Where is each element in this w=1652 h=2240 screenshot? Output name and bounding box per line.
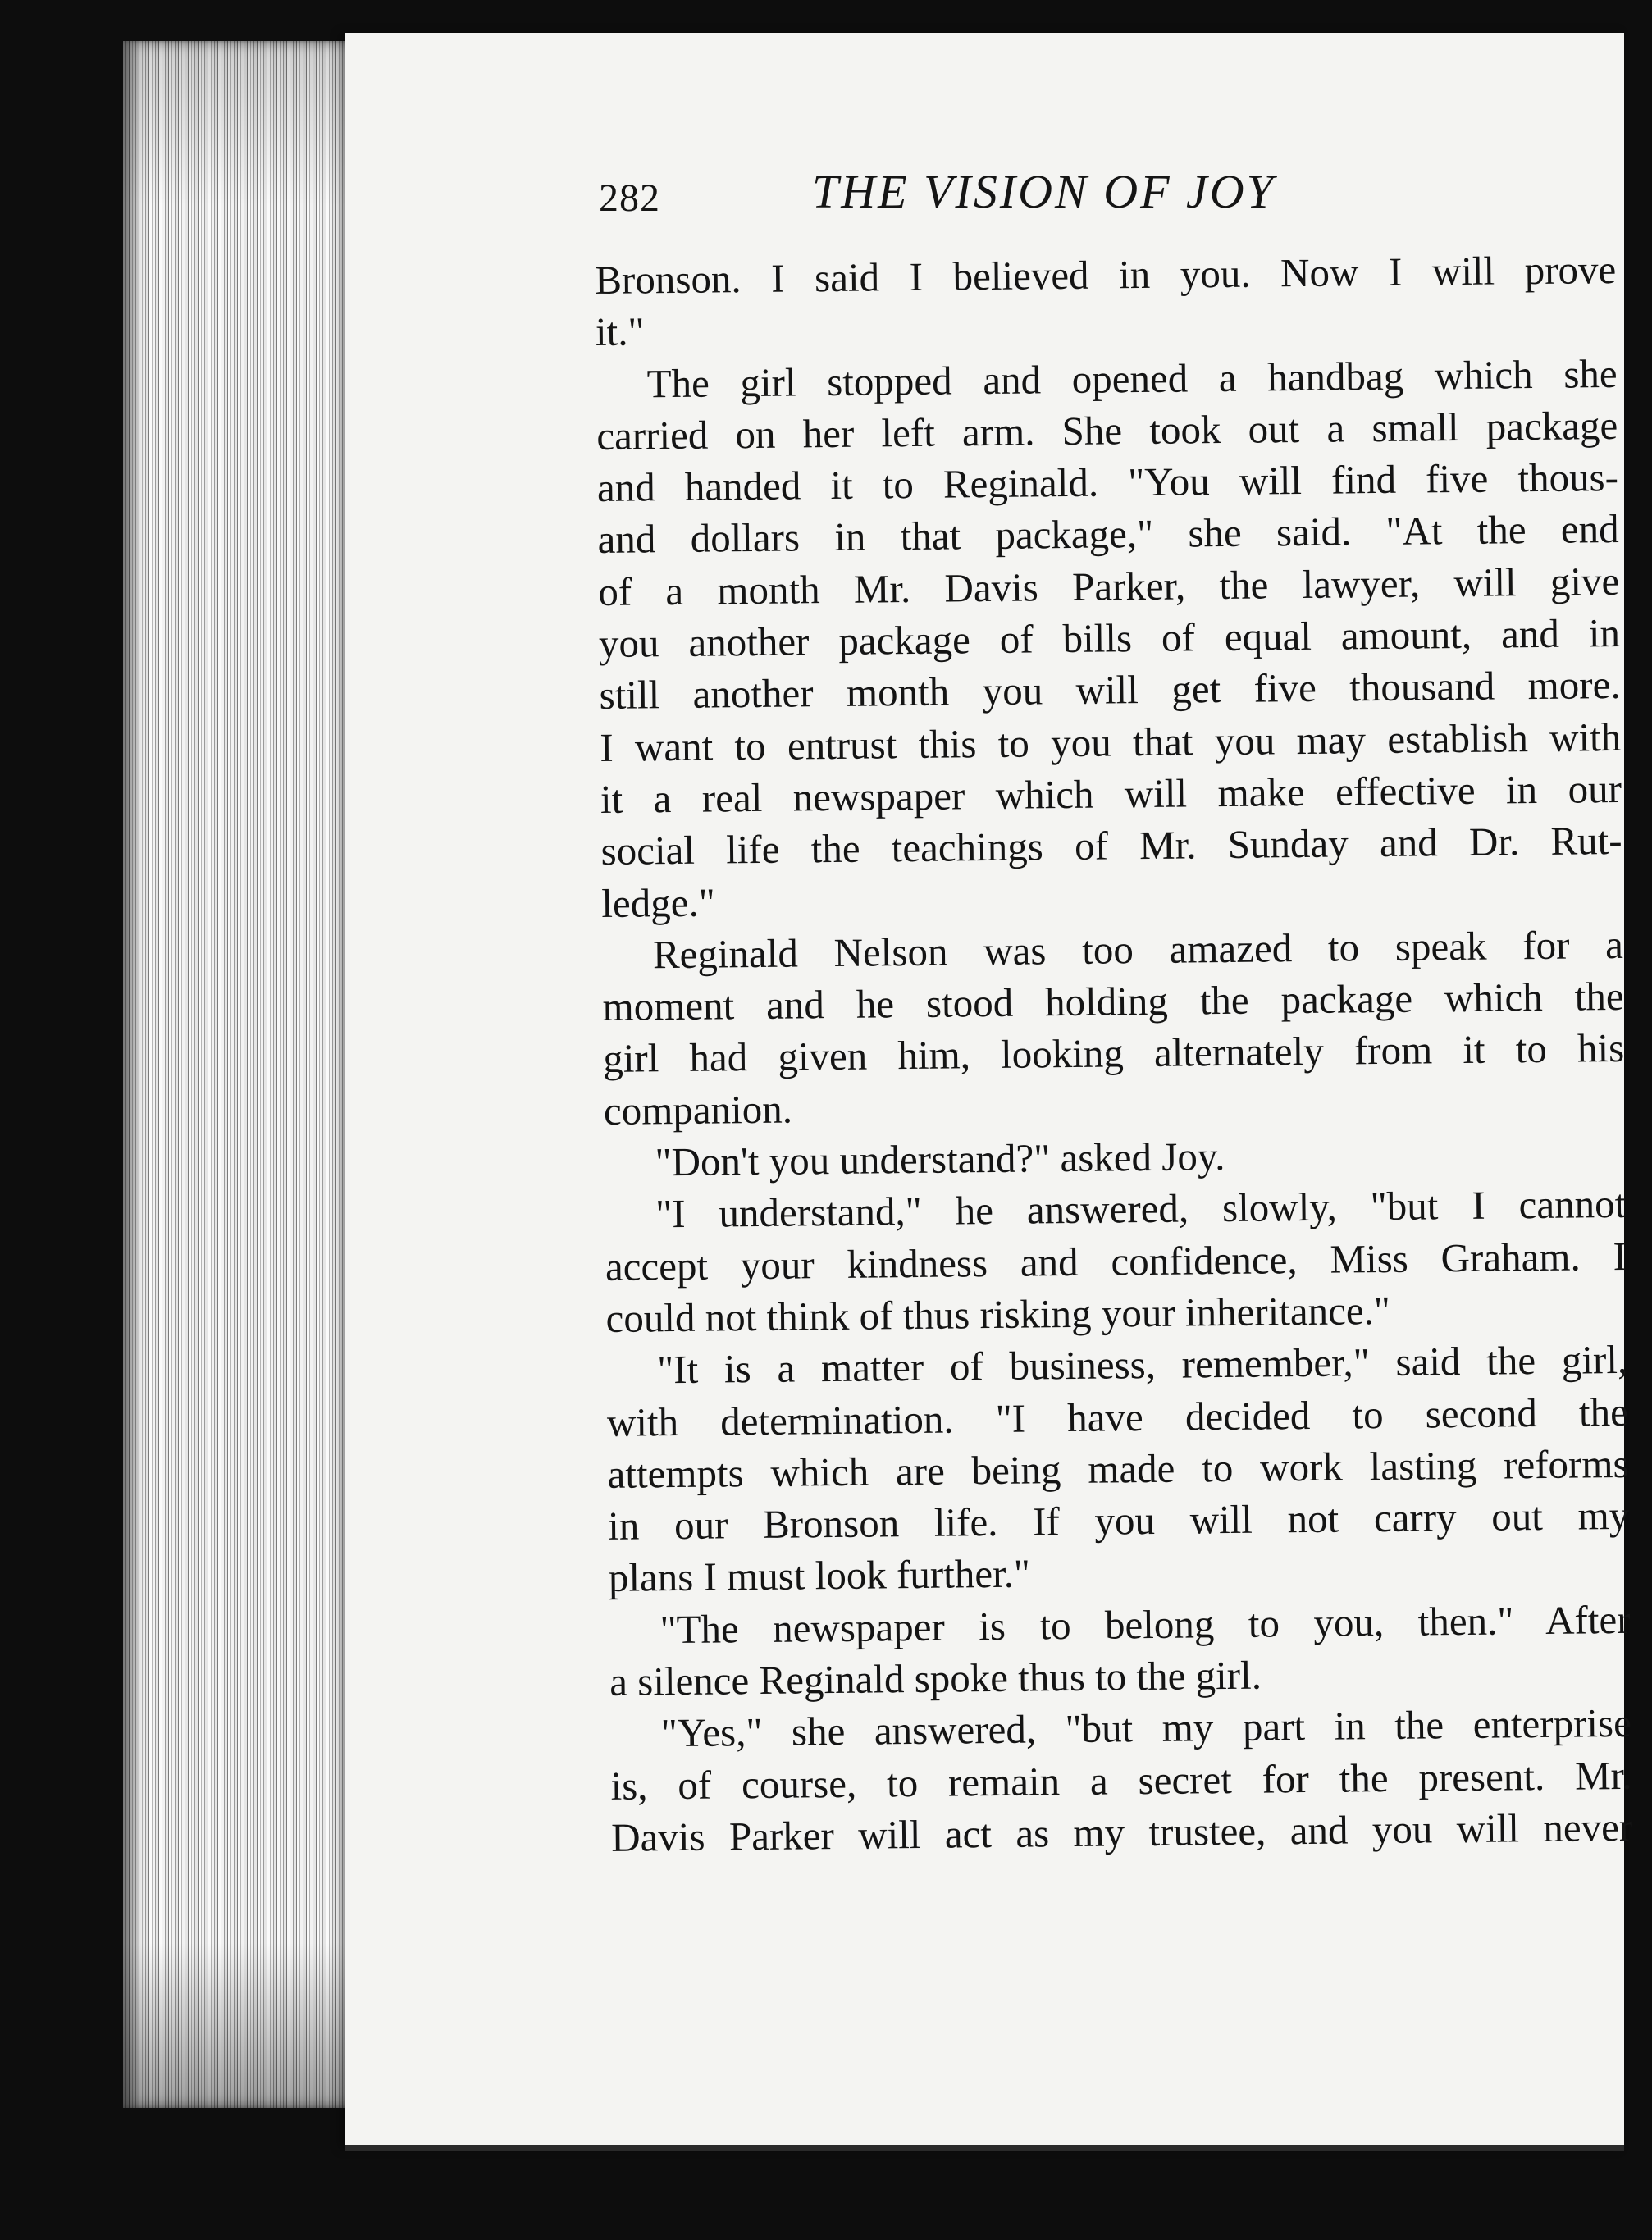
text-line: with determination. "I have decided to second the [606, 1389, 1629, 1445]
text-line: is, of course, to remain a secret for the present. Mr. [610, 1752, 1632, 1809]
text-line: you another package of bills of equal amount, and in [598, 610, 1621, 667]
text-line: Bronson. I said I believed in you. Now I will prove [595, 246, 1617, 303]
text-line: "I understand," he answered, slowly, "but I cannot [655, 1181, 1627, 1237]
text-line: it a real newspaper which will make effective in our [600, 765, 1622, 822]
book-page [345, 33, 1633, 2149]
text-line: accept your kindness and confidence, Miss Graham. I [605, 1233, 1627, 1289]
text-line: social life the teachings of Mr. Sunday and Dr. Rut- [600, 818, 1622, 874]
text-line: "The newspaper is to belong to you, then." After [659, 1596, 1631, 1652]
running-title: THE VISION OF JOY [812, 165, 1276, 218]
text-line: I want to entrust this to you that you may establish with [600, 714, 1622, 770]
page-bottom-shadow [345, 2145, 1624, 2151]
text-line: and handed it to Reginald. "You will find five thous- [596, 454, 1619, 511]
text-line: attempts which are being made to work lasting reforms [607, 1440, 1629, 1497]
text-line: girl had given him, looking alternately from it to his [602, 1025, 1625, 1082]
running-head [599, 164, 1608, 230]
text-line: "Yes," she answered, "but my part in the enterprise [660, 1700, 1632, 1756]
text-line: carried on her left arm. She took out a small package [596, 402, 1618, 458]
text-line: "Don't you understand?" asked Joy. [655, 1134, 1225, 1185]
book-page-edges [123, 41, 361, 2108]
text-line: Reginald Nelson was too amazed to speak for a [652, 921, 1624, 978]
text-line: still another month you will get five thousand more. [599, 662, 1621, 719]
text-line: plans I must look further." [608, 1550, 1031, 1601]
text-line: The girl stopped and opened a handbag which she [646, 350, 1618, 406]
text-line: companion. [603, 1086, 793, 1134]
text-line: a silence Reginald spoke thus to the girl. [609, 1652, 1262, 1704]
text-line: and dollars in that package," she said. "At the end [597, 506, 1619, 563]
text-line: Davis Parker will act as my trustee, and you will never [610, 1804, 1633, 1860]
text-line: ledge." [600, 879, 715, 926]
text-line: of a month Mr. Davis Parker, the lawyer, will give [598, 558, 1620, 614]
page-number: 282 [599, 176, 660, 220]
text-line: "It is a matter of business, remember," said the girl, [656, 1337, 1628, 1393]
text-line: could not think of thus risking your inheritance." [605, 1287, 1391, 1341]
text-line: it." [595, 308, 645, 355]
text-line: in our Bronson life. If you will not carry out my [607, 1493, 1630, 1549]
text-line: moment and he stood holding the package which the [602, 974, 1624, 1030]
body-text [595, 244, 1632, 1864]
